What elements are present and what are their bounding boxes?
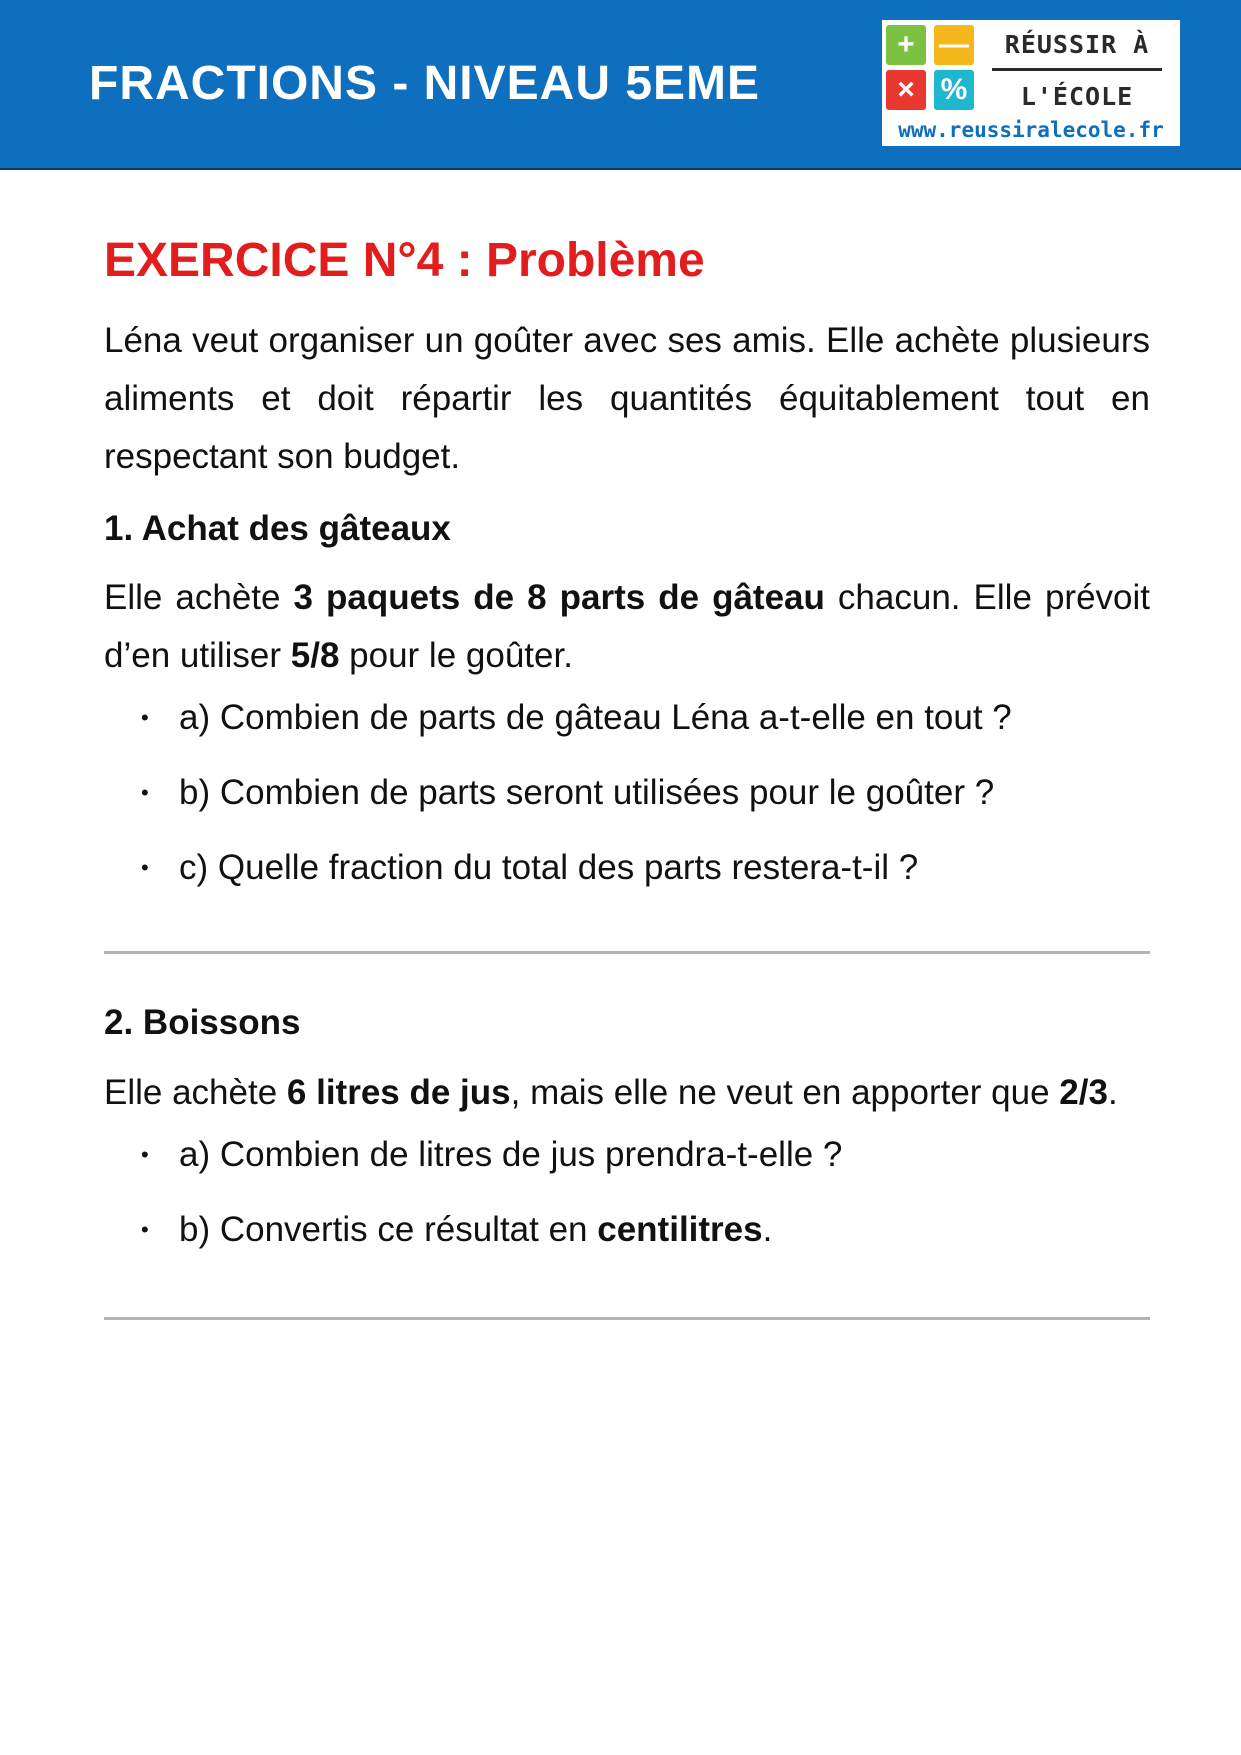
question-item	[104, 1132, 1150, 1178]
statement-bold: 2/3	[1059, 1072, 1108, 1112]
question-text: b) Convertis ce résultat en	[179, 1209, 598, 1249]
question-item	[104, 1207, 1150, 1253]
plus-icon: +	[886, 25, 926, 65]
bullet-icon: •	[141, 855, 149, 881]
logo-url-link[interactable]: www.reussiralecole.fr	[898, 118, 1164, 142]
logo-text-top: RÉUSSIR À	[1004, 30, 1150, 59]
logo-divider	[992, 68, 1162, 71]
statement-bold: 6 litres de jus	[286, 1072, 511, 1112]
exercise-title: EXERCICE N°4 : Problème	[104, 234, 705, 287]
question-text: c) Quelle fraction du total des parts restera-t-il ?	[179, 848, 919, 888]
section-1-title: 1. Achat des gâteaux	[104, 508, 451, 548]
statement-text: pour le goûter.	[339, 636, 573, 676]
page-title: FRACTIONS - NIVEAU 5EME	[89, 57, 761, 110]
statement-text: Elle achète	[104, 578, 294, 618]
section-1-questions	[104, 695, 1150, 891]
statement-text: chacun. Elle prévoit d’en utiliser	[104, 578, 1150, 676]
bullet-icon: •	[141, 1141, 149, 1167]
section-2-questions	[104, 1132, 1150, 1253]
statement-text: , mais elle ne veut en apporter que	[510, 1072, 1060, 1112]
percent-icon: %	[934, 70, 974, 110]
question-item	[104, 695, 1150, 741]
question-item	[104, 770, 1150, 816]
question-text: b) Combien de parts seront utilisées pour le goûter ?	[179, 773, 995, 813]
bullet-icon: •	[141, 1216, 149, 1242]
question-item	[104, 845, 1150, 891]
page-header	[0, 0, 1241, 170]
section-2-title: 2. Boissons	[104, 1003, 301, 1043]
section-divider	[104, 1317, 1150, 1320]
section-2-statement	[104, 1064, 1150, 1122]
statement-bold: 5/8	[290, 636, 340, 676]
section-1-statement	[104, 569, 1150, 685]
question-text: a) Combien de parts de gâteau Léna a-t-elle en tout ?	[179, 698, 1012, 738]
bullet-icon: •	[141, 780, 149, 806]
statement-bold: 3 paquets de 8 parts de gâteau	[293, 578, 825, 618]
statement-text: Elle achète	[104, 1072, 287, 1112]
statement-text: .	[1107, 1072, 1118, 1112]
question-text: .	[762, 1209, 773, 1249]
exercise-intro: Léna veut organiser un goûter avec ses amis. Elle achète plusieurs aliments et doit répartir les quantités équitablement tout en respectant son budget.	[104, 320, 1150, 476]
times-icon: ×	[886, 70, 926, 110]
bullet-icon: •	[141, 705, 149, 731]
minus-icon: —	[934, 25, 974, 65]
question-bold: centilitres	[597, 1209, 763, 1249]
exercise-content	[104, 232, 1150, 1366]
section-divider	[104, 951, 1150, 954]
logo-text-bottom: L'ÉCOLE	[1020, 82, 1134, 111]
question-text: a) Combien de litres de jus prendra-t-elle ?	[179, 1134, 843, 1174]
site-logo[interactable]	[882, 20, 1180, 146]
